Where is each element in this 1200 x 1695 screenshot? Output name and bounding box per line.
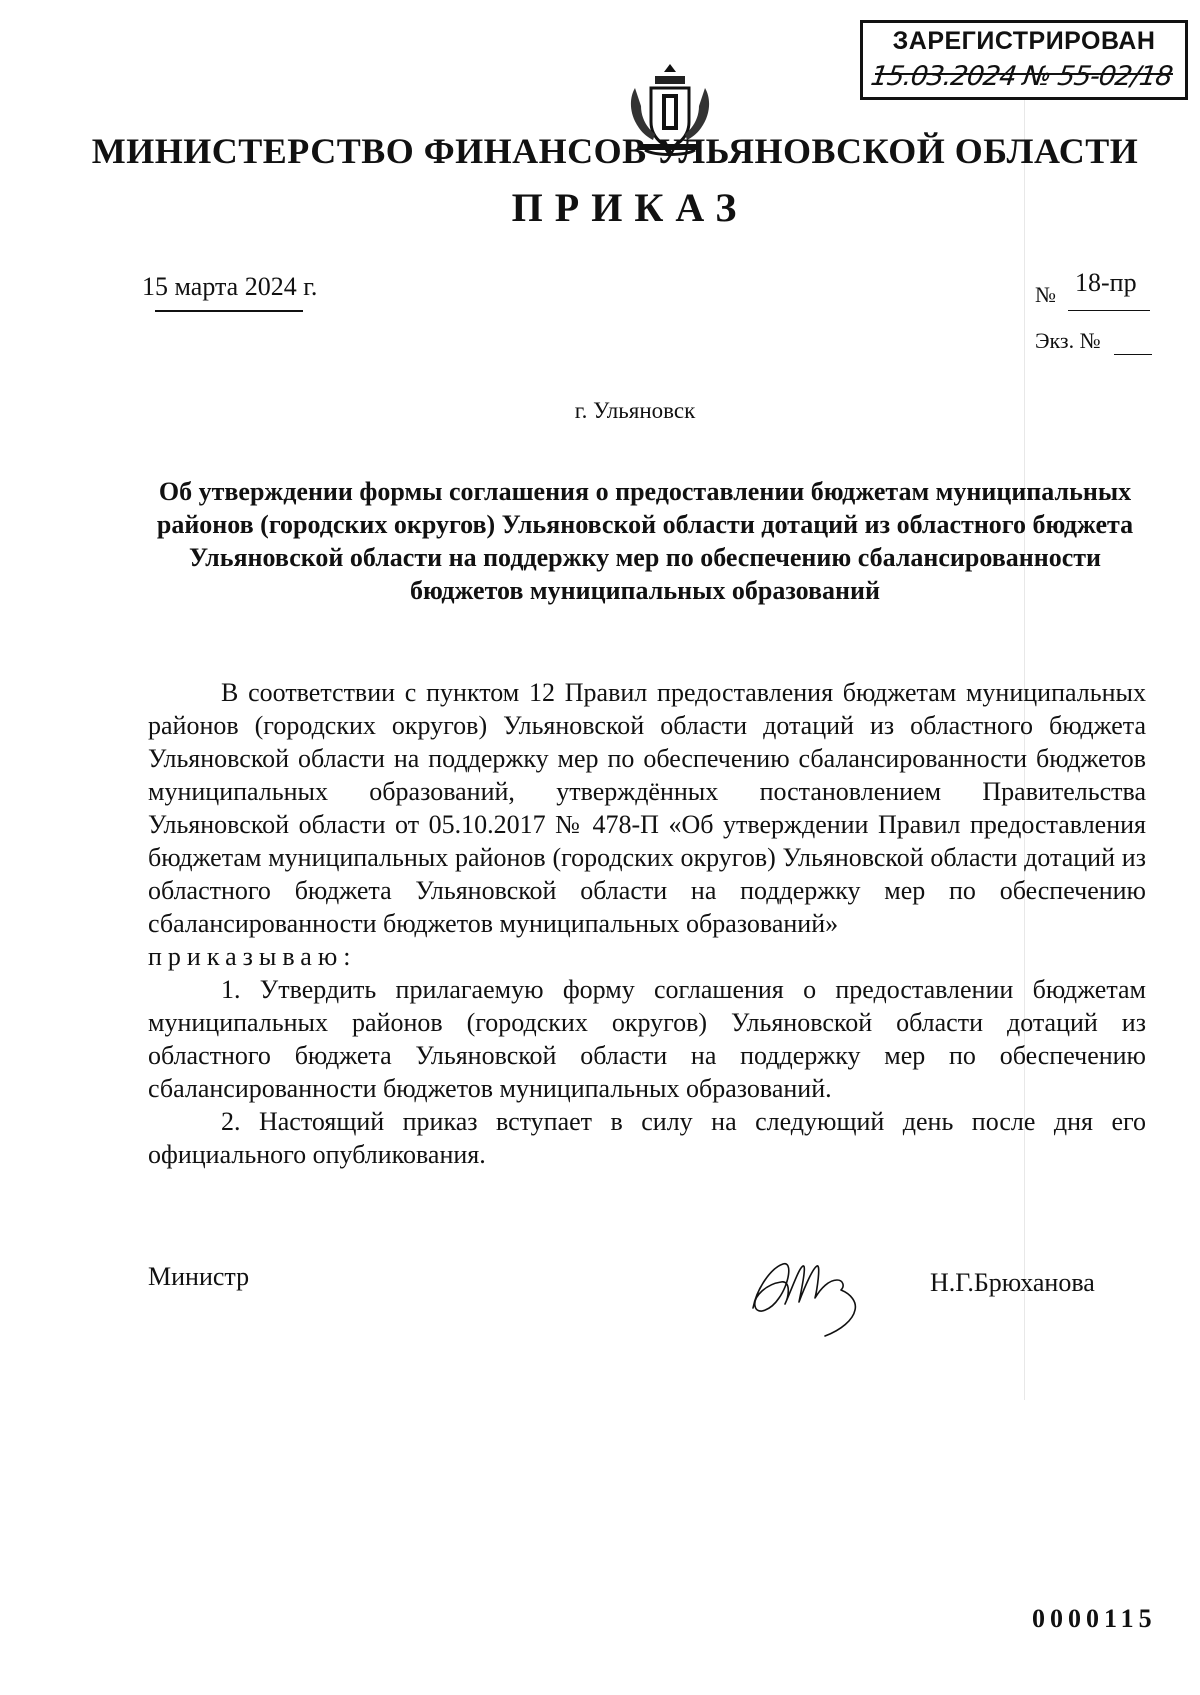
order-number: 18-пр	[1075, 268, 1137, 297]
copy-number-label: Экз. №	[1035, 328, 1101, 353]
handwritten-signature-icon	[745, 1248, 875, 1343]
order-subject: Об утверждении формы соглашения о предоставлении бюджетам муниципальных районов (городских округов) Ульяновской области дотаций из областного бюджета Ульяновской области на поддержку мер по обеспечению сбалансированности бюджетов муниципальных образований	[156, 477, 1134, 605]
item-1-paragraph: 1. Утвердить прилагаемую форму соглашения о предоставлении бюджетам муниципальных районов (городских округов) Ульяновской области дотаций из областного бюджета Ульяновской области на поддержку мер по обеспечению сбалансированности бюджетов муниципальных образований.	[148, 975, 1146, 1103]
date-underline	[155, 310, 303, 312]
registration-stamp	[860, 20, 1188, 100]
stamp-underline	[875, 73, 1173, 75]
ministry-name: МИНИСТЕРСТВО ФИНАНСОВ УЛЬЯНОВСКОЙ ОБЛАСТИ	[91, 131, 1139, 171]
copy-number-underline	[1114, 354, 1152, 355]
document-type-title: ПРИКАЗ	[511, 185, 749, 230]
item-2-paragraph: 2. Настоящий приказ вступает в силу на следующий день после дня его официального опубликования.	[148, 1107, 1146, 1169]
city: г. Ульяновск	[574, 398, 696, 423]
number-underline	[1068, 310, 1150, 311]
document-serial-number: 0000115	[1032, 1604, 1157, 1633]
stamp-title: ЗАРЕГИСТРИРОВАН	[892, 27, 1156, 55]
order-word: приказываю:	[148, 942, 357, 971]
number-sign: №	[1035, 282, 1056, 307]
order-body	[148, 676, 1146, 1171]
stamp-handwritten-number: 15.03.2024 № 55-02/18	[868, 61, 1174, 92]
signatory-role: Министр	[148, 1262, 250, 1291]
signatory-name: Н.Г.Брюханова	[930, 1268, 1095, 1297]
preamble-paragraph: В соответствии с пунктом 12 Правил предоставления бюджетам муниципальных районов (городских округов) Ульяновской области дотаций из областного бюджета Ульяновской области на поддержку мер по обеспечению сбалансированности бюджетов муниципальных образований, утверждённых постановлением Правительства Ульяновской области от 05.10.2017 № 478-П «Об утверждении Правил предоставления бюджетам муниципальных районов (городских округов) Ульяновской области дотаций из областного бюджета Ульяновской области на поддержку мер по обеспечению сбалансированности бюджетов муниципальных образований»	[148, 678, 1146, 938]
order-date: 15 марта 2024 г.	[142, 272, 318, 301]
